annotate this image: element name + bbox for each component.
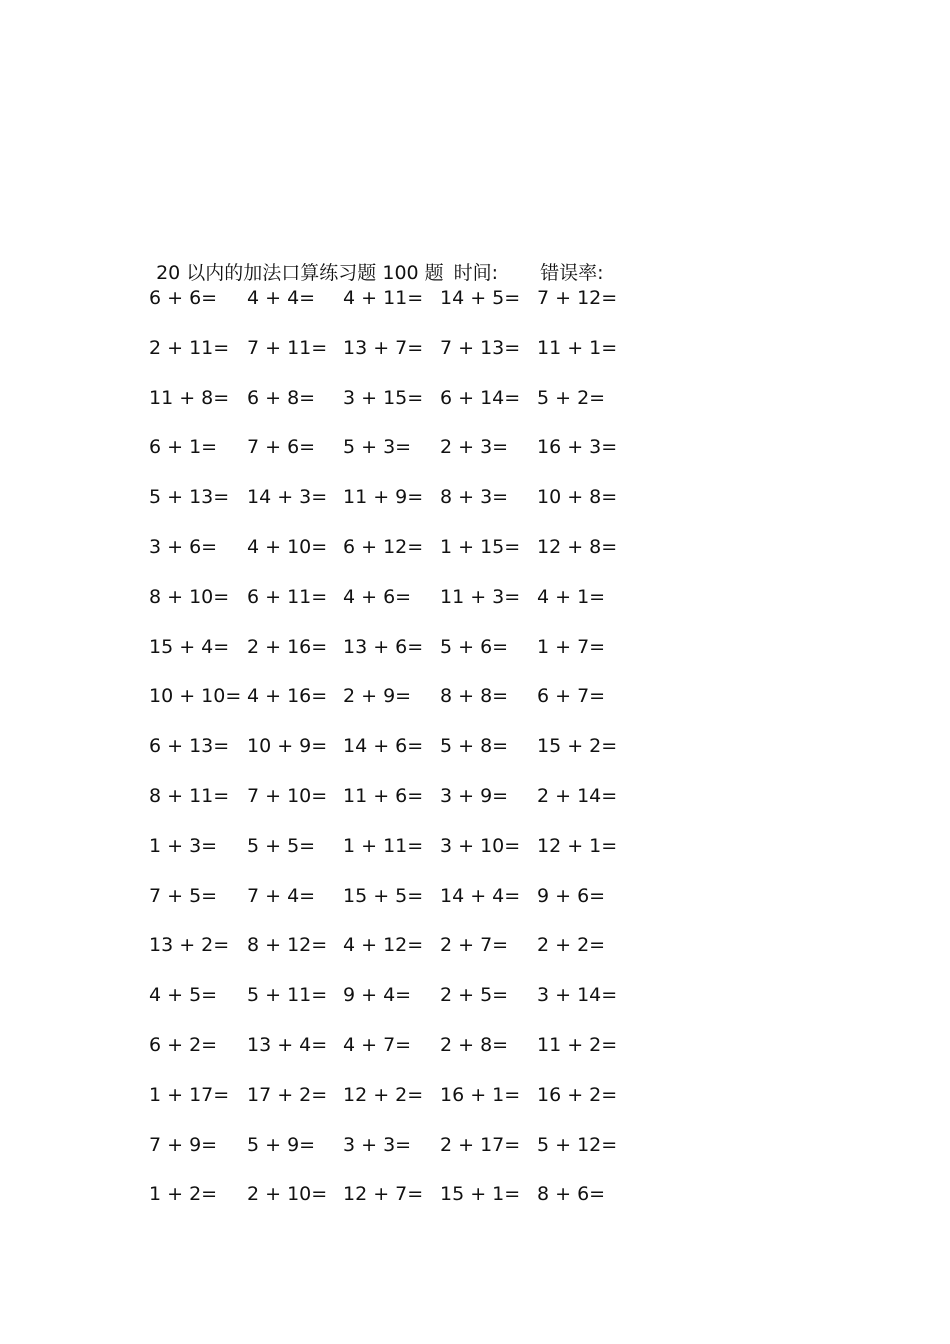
problem-item: 2 + 9= [343, 685, 412, 708]
problem-item: 8 + 8= [440, 685, 509, 708]
problem-item: 9 + 6= [537, 884, 606, 907]
problem-item: 6 + 1= [149, 436, 218, 459]
problem-item: 5 + 9= [247, 1133, 316, 1156]
problem-item: 2 + 16= [247, 635, 328, 658]
problem-item: 2 + 17= [440, 1133, 521, 1156]
problem-item: 6 + 13= [149, 735, 230, 758]
worksheet-header [144, 236, 603, 285]
problem-item: 10 + 10= [149, 685, 242, 708]
problem-item: 16 + 1= [440, 1083, 521, 1106]
problem-row [0, 432, 950, 462]
problem-item: 5 + 6= [440, 635, 509, 658]
problem-item: 16 + 3= [537, 436, 618, 459]
problem-item: 4 + 4= [247, 287, 316, 309]
problem-item: 2 + 11= [149, 336, 230, 359]
problem-item: 6 + 2= [149, 1034, 218, 1056]
problem-item: 15 + 5= [343, 884, 424, 907]
problem-item: 3 + 10= [440, 834, 521, 857]
problem-item: 3 + 14= [537, 984, 618, 1007]
problem-item: 10 + 9= [247, 735, 328, 758]
problem-item: 7 + 12= [537, 287, 618, 309]
problem-row [0, 1179, 950, 1209]
error-rate-label: 错误率: [540, 262, 604, 284]
problem-item: 5 + 2= [537, 386, 606, 409]
problem-row [0, 980, 950, 1010]
problem-item: 12 + 8= [537, 536, 618, 558]
problem-item: 1 + 17= [149, 1083, 230, 1106]
problem-row [0, 681, 950, 711]
problem-item: 15 + 2= [537, 735, 618, 758]
problem-row [0, 283, 950, 313]
problem-item: 3 + 15= [343, 386, 424, 409]
problem-item: 1 + 11= [343, 834, 424, 857]
problem-row [0, 1030, 950, 1060]
problem-item: 7 + 5= [149, 884, 218, 907]
problem-item: 14 + 3= [247, 486, 328, 509]
problem-item: 5 + 5= [247, 834, 316, 857]
problem-row [0, 632, 950, 662]
problem-item: 2 + 5= [440, 984, 509, 1007]
problem-item: 7 + 4= [247, 884, 316, 907]
time-label: 时间: [453, 262, 499, 284]
problem-item: 7 + 11= [247, 336, 328, 359]
problem-item: 11 + 1= [537, 336, 618, 359]
problem-item: 3 + 6= [149, 536, 218, 558]
problem-item: 1 + 15= [440, 536, 521, 558]
problem-item: 3 + 9= [440, 785, 509, 807]
problem-item: 4 + 11= [343, 287, 424, 309]
problem-item: 2 + 10= [247, 1183, 328, 1206]
problem-item: 8 + 6= [537, 1183, 606, 1206]
problem-item: 6 + 7= [537, 685, 606, 708]
problem-item: 1 + 7= [537, 635, 606, 658]
problem-item: 4 + 12= [343, 934, 424, 957]
problem-item: 11 + 8= [149, 386, 230, 409]
problem-item: 12 + 1= [537, 834, 618, 857]
problem-item: 13 + 7= [343, 336, 424, 359]
problem-item: 2 + 2= [537, 934, 606, 957]
problem-item: 8 + 3= [440, 486, 509, 509]
problem-item: 10 + 8= [537, 486, 618, 509]
problem-row [0, 482, 950, 512]
problem-item: 4 + 16= [247, 685, 328, 708]
problem-item: 4 + 1= [537, 585, 606, 608]
problem-item: 6 + 14= [440, 386, 521, 409]
problem-item: 4 + 10= [247, 536, 328, 558]
problem-item: 7 + 6= [247, 436, 316, 459]
problem-item: 5 + 12= [537, 1133, 618, 1156]
problem-item: 2 + 3= [440, 436, 509, 459]
problem-item: 7 + 10= [247, 785, 328, 807]
problem-row [0, 532, 950, 562]
problem-item: 8 + 10= [149, 585, 230, 608]
problem-item: 12 + 7= [343, 1183, 424, 1206]
problem-item: 5 + 11= [247, 984, 328, 1007]
problem-item: 2 + 7= [440, 934, 509, 957]
problem-row [0, 582, 950, 612]
problem-item: 1 + 3= [149, 834, 218, 857]
problem-item: 14 + 6= [343, 735, 424, 758]
problem-item: 6 + 8= [247, 386, 316, 409]
problem-item: 11 + 9= [343, 486, 424, 509]
problem-row [0, 1130, 950, 1160]
problem-item: 14 + 5= [440, 287, 521, 309]
problem-row [0, 781, 950, 811]
problem-row [0, 930, 950, 960]
problem-item: 7 + 9= [149, 1133, 218, 1156]
problem-item: 9 + 4= [343, 984, 412, 1007]
problem-item: 3 + 3= [343, 1133, 412, 1156]
problem-item: 14 + 4= [440, 884, 521, 907]
problem-item: 6 + 12= [343, 536, 424, 558]
problem-item: 5 + 13= [149, 486, 230, 509]
problem-item: 11 + 6= [343, 785, 424, 807]
problem-item: 5 + 8= [440, 735, 509, 758]
problem-item: 8 + 12= [247, 934, 328, 957]
problem-item: 16 + 2= [537, 1083, 618, 1106]
problem-item: 2 + 8= [440, 1034, 509, 1056]
problem-item: 11 + 3= [440, 585, 521, 608]
problem-item: 11 + 2= [537, 1034, 618, 1056]
problem-item: 13 + 4= [247, 1034, 328, 1056]
problem-item: 17 + 2= [247, 1083, 328, 1106]
problem-item: 6 + 11= [247, 585, 328, 608]
problem-item: 13 + 6= [343, 635, 424, 658]
problem-row [0, 831, 950, 861]
problem-row [0, 333, 950, 363]
problem-row [0, 383, 950, 413]
problem-item: 4 + 5= [149, 984, 218, 1007]
problem-item: 13 + 2= [149, 934, 230, 957]
problem-item: 8 + 11= [149, 785, 230, 807]
problem-item: 15 + 4= [149, 635, 230, 658]
worksheet-title: 20 以内的加法口算练习题 100 题 [156, 262, 444, 284]
problem-item: 1 + 2= [149, 1183, 218, 1206]
problem-item: 4 + 6= [343, 585, 412, 608]
problem-item: 6 + 6= [149, 287, 218, 309]
problem-item: 15 + 1= [440, 1183, 521, 1206]
problem-item: 4 + 7= [343, 1034, 412, 1056]
problem-row [0, 881, 950, 911]
problem-row [0, 731, 950, 761]
problem-item: 7 + 13= [440, 336, 521, 359]
problem-item: 5 + 3= [343, 436, 412, 459]
problem-item: 2 + 14= [537, 785, 618, 807]
problem-row [0, 1080, 950, 1110]
problem-item: 12 + 2= [343, 1083, 424, 1106]
